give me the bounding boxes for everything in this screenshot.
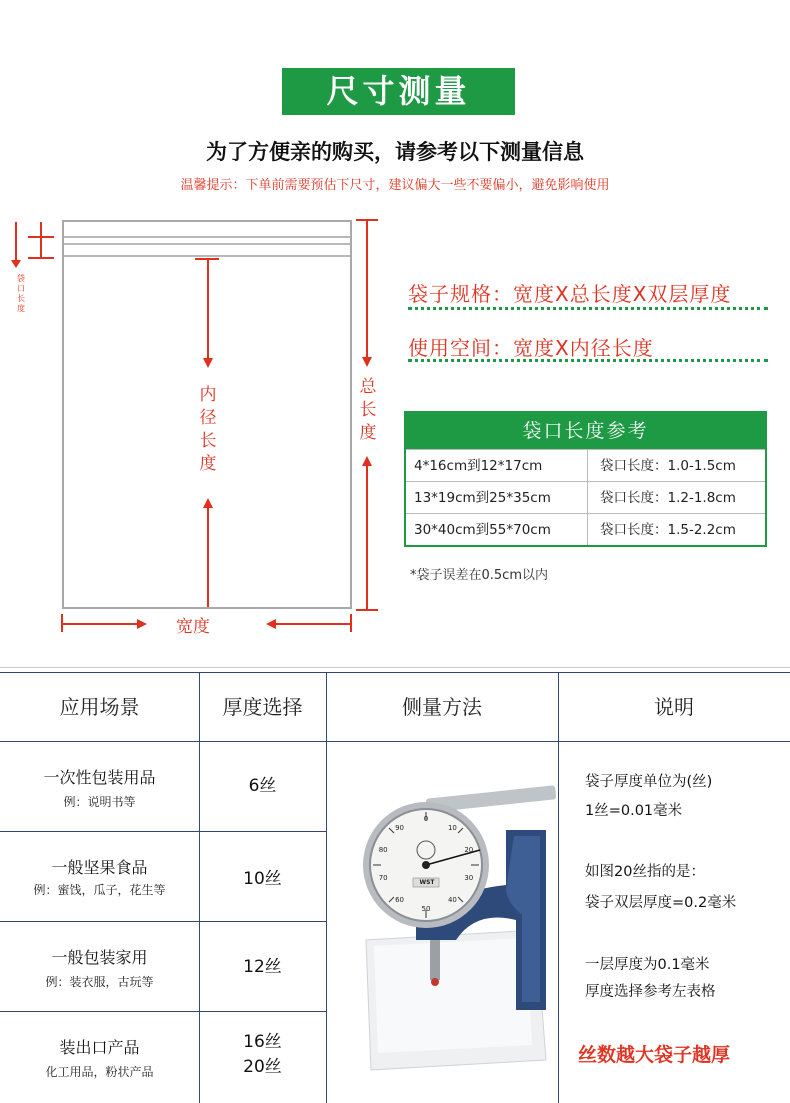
dial-number: 10 [447, 823, 457, 832]
thickness-value: 16丝 [243, 1032, 282, 1052]
size-range-cell: 4*16cm到12*17cm [406, 450, 588, 481]
mouth-length-cell: 袋口长度：1.0-1.5cm [600, 458, 736, 474]
scene-title: 一般包装家用 [51, 948, 148, 967]
arrow-down-icon [11, 260, 21, 268]
usable-space-text: 使用空间：宽度X内径长度 [408, 336, 654, 360]
desc-line: 厚度选择参考左表格 [585, 984, 716, 1000]
header-scene: 应用场景 [59, 695, 140, 719]
row-divider [0, 1011, 326, 1012]
section-divider [0, 667, 790, 668]
size-range-cell: 13*19cm到25*35cm [406, 482, 588, 513]
thickness-value: 20丝 [243, 1057, 282, 1077]
thickness-value: 12丝 [243, 957, 282, 977]
scene-title: 一般坚果食品 [51, 858, 148, 877]
subtitle: 为了方便亲的购买，请参考以下测量信息 [206, 140, 584, 164]
inner-length-label: 内 径 长 度 [199, 385, 217, 474]
desc-line: 1丝=0.01毫米 [585, 803, 683, 819]
arrow-down-icon [203, 358, 213, 368]
thickness-value: 10丝 [243, 869, 282, 889]
dial-number: 40 [447, 896, 457, 905]
dial-number: 60 [395, 896, 404, 905]
mouth-arrow-line [15, 222, 17, 262]
header-method: 侧量方法 [402, 695, 482, 719]
total-arrow-line [366, 221, 368, 359]
mouth-length-cell: 袋口长度：1.2-1.8cm [600, 490, 736, 506]
thickness-gauge-photo [356, 770, 556, 1100]
width-arrow-line [63, 623, 139, 625]
dial-number: 0 [423, 815, 429, 823]
inner-arrow-line [207, 260, 209, 360]
dial-number: 20 [464, 846, 474, 855]
scene-title: 装出口产品 [59, 1038, 140, 1057]
width-arrow-line [274, 623, 350, 625]
dial-number: 30 [464, 873, 474, 882]
emphasis-text: 丝数越大袋子越厚 [578, 1044, 731, 1066]
mouth-length-table [404, 411, 767, 547]
total-arrow-line [366, 464, 368, 610]
mouth-marker-line [40, 222, 42, 258]
arrow-right-icon [137, 619, 147, 629]
row-divider [0, 831, 326, 832]
desc-line: 袋子双层厚度=0.2毫米 [585, 895, 737, 911]
warm-tip: 温馨提示：下单前需要预估下尺寸，建议偏大一些不要偏小，避免影响使用 [180, 178, 610, 193]
scene-example: 化工用品，粉状产品 [45, 1065, 154, 1079]
dotted-divider [408, 359, 768, 362]
dial-number: 50 [421, 905, 431, 913]
zip-line [64, 255, 350, 257]
gauge-brand: WST [419, 879, 435, 886]
desc-line: 如图20丝指的是： [585, 864, 705, 880]
arrow-down-icon [362, 357, 372, 367]
scene-example: 例：蜜饯，瓜子，花生等 [33, 883, 166, 897]
header-description: 说明 [654, 695, 694, 719]
width-right-tick [350, 614, 352, 632]
zip-line [64, 243, 350, 245]
title-banner: 尺寸测量 [282, 68, 515, 115]
width-label: 宽度 [176, 617, 210, 637]
dial-number: 70 [378, 873, 388, 882]
dial-number: 80 [378, 846, 388, 855]
table-row [406, 449, 765, 481]
scene-title: 一次性包装用品 [43, 768, 156, 787]
bag-spec-text: 袋子规格：宽度X总长度X双层厚度 [408, 282, 732, 306]
table-header: 袋口长度参考 [406, 413, 765, 449]
table-row [406, 481, 765, 513]
scene-example: 例：说明书等 [63, 795, 136, 809]
thickness-value: 6丝 [248, 776, 277, 796]
mouth-marker-tick [28, 236, 54, 238]
error-note: *袋子误差在0.5cm以内 [410, 568, 548, 583]
scene-example: 例：装衣服，古玩等 [45, 975, 154, 989]
row-divider [0, 921, 326, 922]
dotted-divider [408, 307, 768, 310]
table-row [406, 513, 765, 545]
mouth-marker-tick [28, 257, 54, 259]
dial-gauge-illustration [356, 770, 556, 1100]
row-divider [0, 741, 790, 742]
header-thickness: 厚度选择 [222, 695, 303, 719]
zip-line [64, 236, 350, 238]
inner-arrow-line [207, 506, 209, 607]
mouth-length-label: 袋 口 长 度 [17, 274, 25, 313]
desc-line: 袋子厚度单位为(丝) [585, 774, 713, 790]
desc-line: 一层厚度为0.1毫米 [585, 957, 710, 973]
mouth-length-cell: 袋口长度：1.5-2.2cm [600, 522, 736, 538]
dial-number: 90 [395, 823, 404, 832]
total-bottom-tick [356, 609, 378, 611]
size-range-cell: 30*40cm到55*70cm [406, 514, 588, 545]
total-length-label: 总 长 度 [359, 377, 377, 443]
